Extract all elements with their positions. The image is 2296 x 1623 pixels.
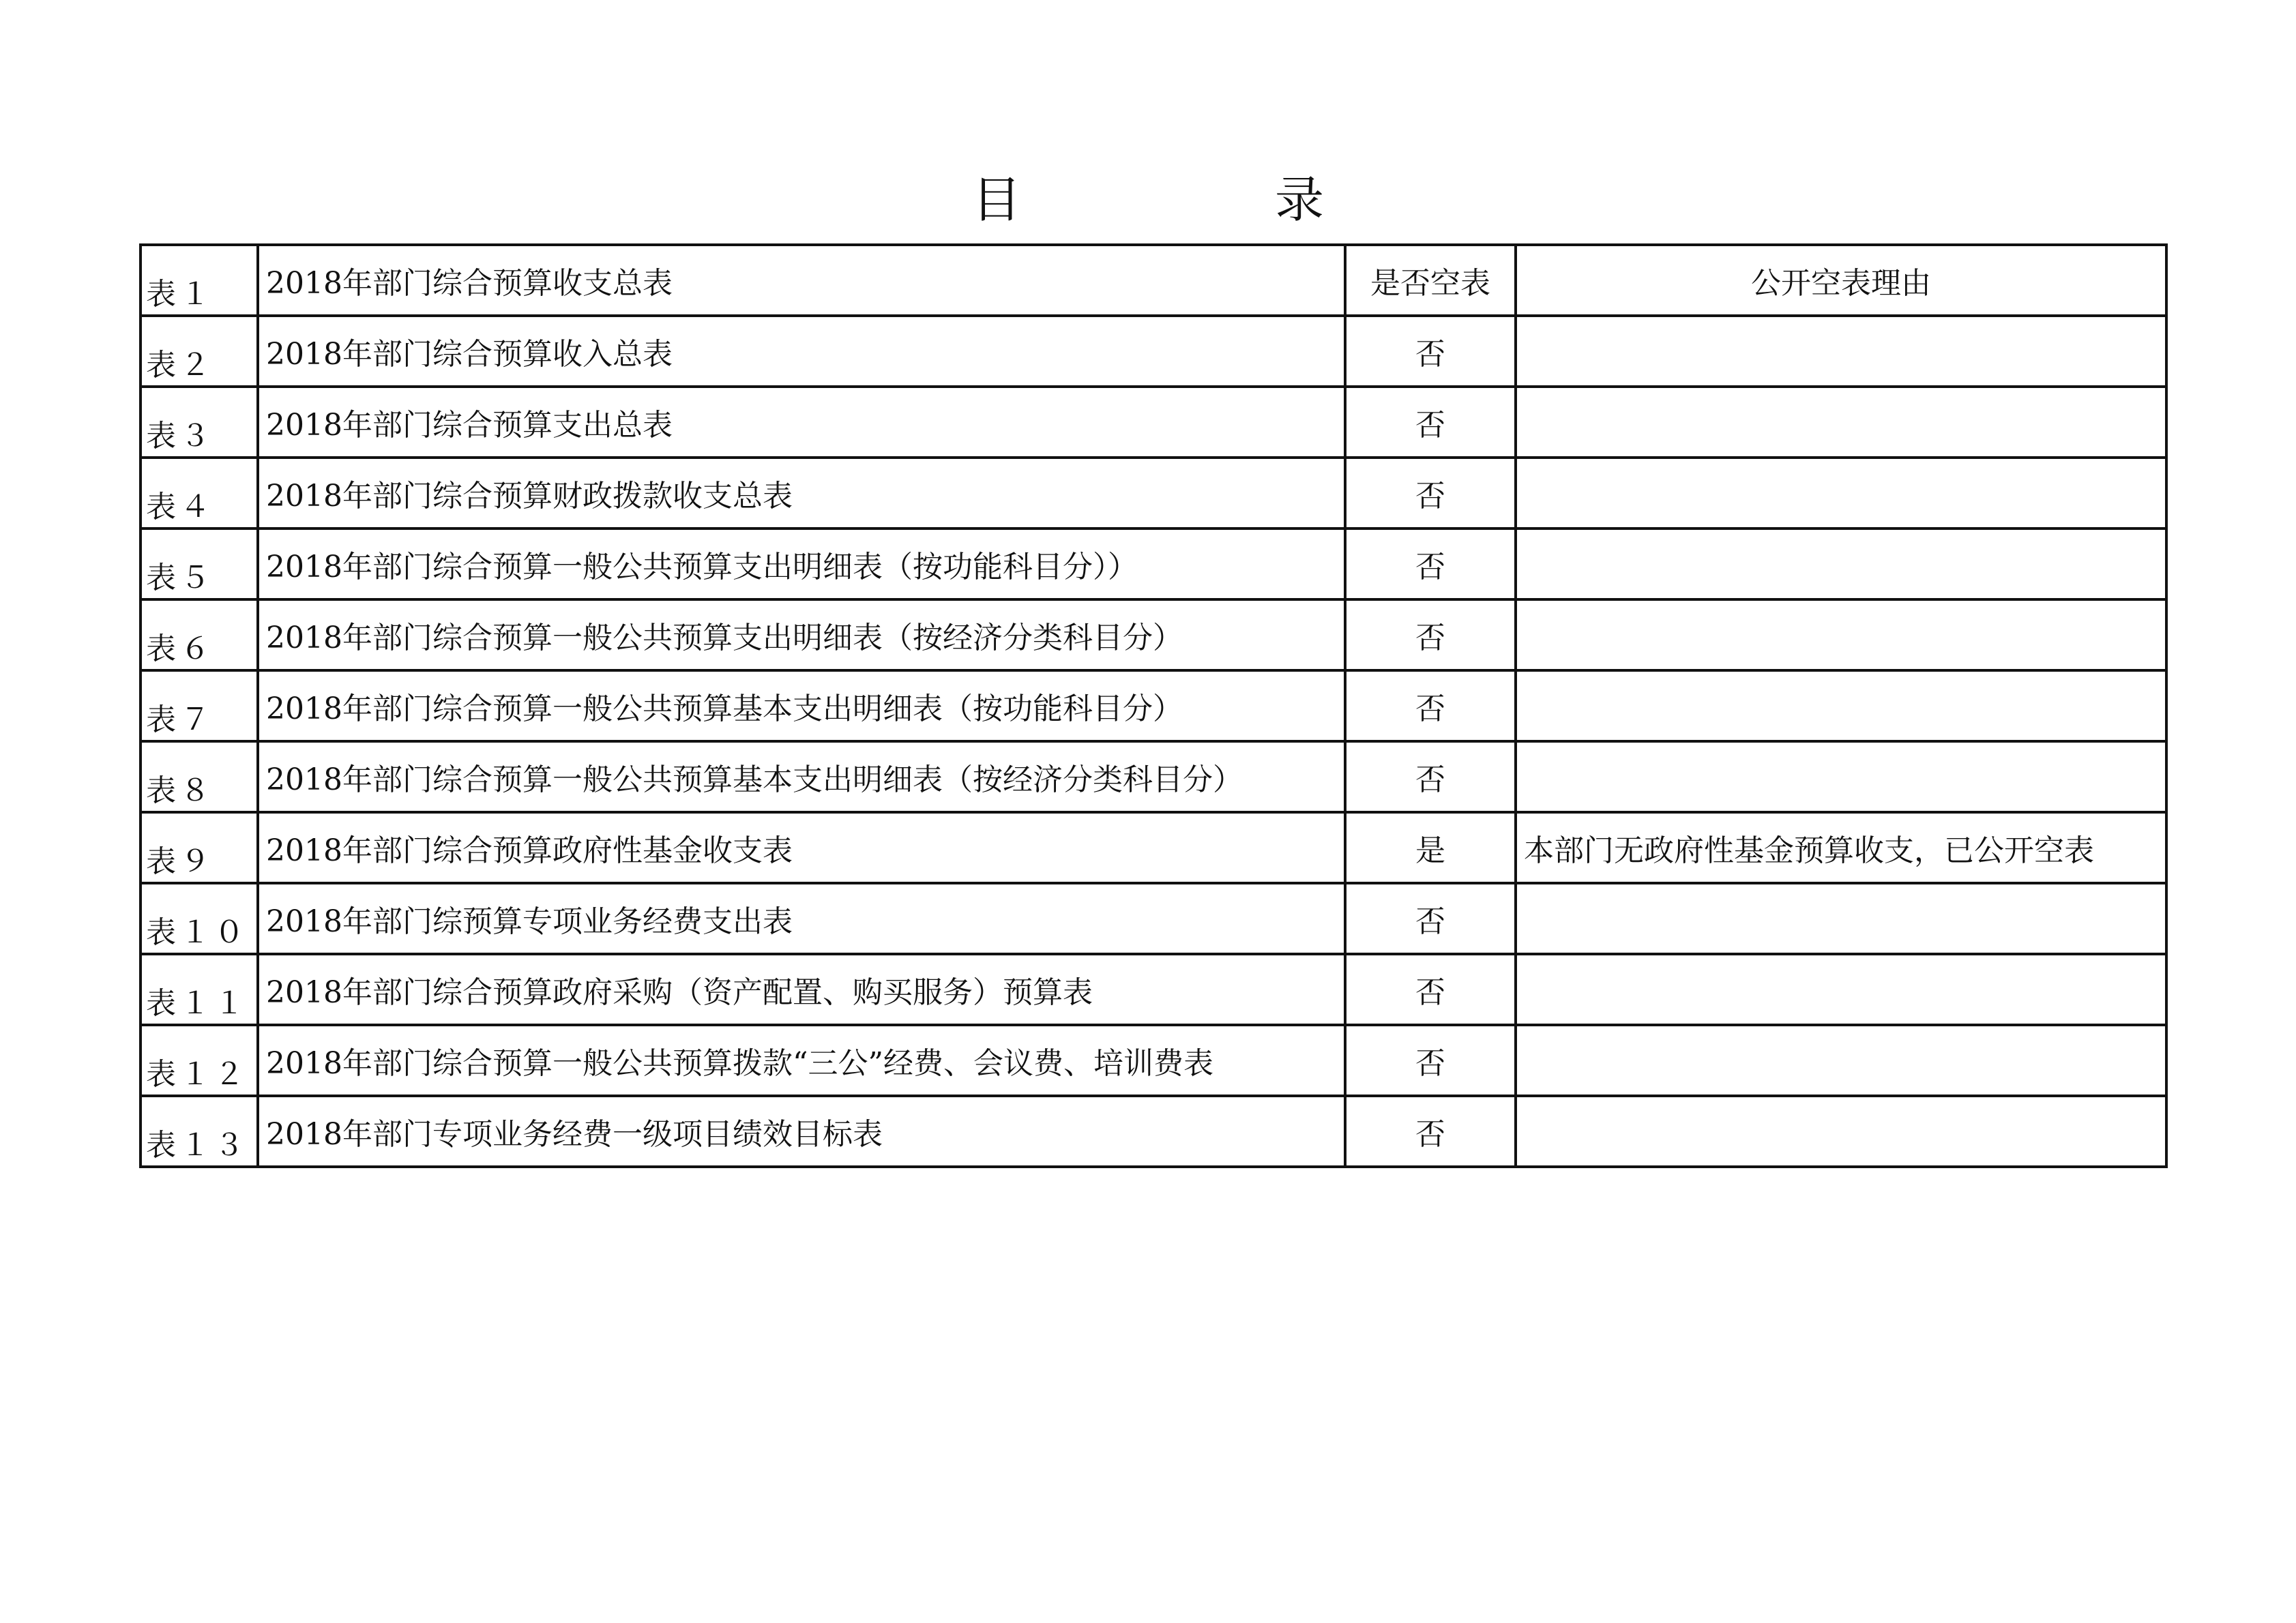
table-number-cell: 表９ xyxy=(141,812,258,883)
table-row xyxy=(141,812,2166,883)
table-number-cell: 表８ xyxy=(141,741,258,812)
is-empty-cell: 否 xyxy=(1345,954,1516,1025)
empty-reason-cell xyxy=(1516,1025,2166,1096)
is-empty-cell: 否 xyxy=(1345,1096,1516,1167)
table-number-cell: 表２ xyxy=(141,316,258,387)
empty-reason-cell: 本部门无政府性基金预算收支，已公开空表 xyxy=(1516,812,2166,883)
is-empty-cell: 否 xyxy=(1345,741,1516,812)
table-number-cell: 表４ xyxy=(141,458,258,528)
table-row xyxy=(141,1025,2166,1096)
table-name-cell: 2018年部门专项业务经费一级项目绩效目标表 xyxy=(258,1096,1345,1167)
table-row xyxy=(141,316,2166,387)
table-number-cell: 表１１ xyxy=(141,954,258,1025)
table-row xyxy=(141,528,2166,599)
empty-reason-cell xyxy=(1516,316,2166,387)
empty-reason-cell xyxy=(1516,458,2166,528)
table-name-cell: 2018年部门综合预算政府性基金收支表 xyxy=(258,812,1345,883)
empty-reason-cell xyxy=(1516,599,2166,670)
table-name-cell: 2018年部门综预算专项业务经费支出表 xyxy=(258,883,1345,954)
is-empty-cell: 否 xyxy=(1345,528,1516,599)
table-row xyxy=(141,458,2166,528)
table-name-cell: 2018年部门综合预算支出总表 xyxy=(258,387,1345,458)
is-empty-cell: 否 xyxy=(1345,883,1516,954)
table-name-cell: 2018年部门综合预算一般公共预算支出明细表（按经济分类科目分） xyxy=(258,599,1345,670)
empty-reason-cell xyxy=(1516,883,2166,954)
empty-reason-cell xyxy=(1516,670,2166,741)
is-empty-cell: 否 xyxy=(1345,599,1516,670)
is-empty-cell: 否 xyxy=(1345,670,1516,741)
table-number-cell: 表１３ xyxy=(141,1096,258,1167)
table-number-cell: 表１ xyxy=(141,245,258,316)
table-number-cell: 表６ xyxy=(141,599,258,670)
catalog-table xyxy=(139,243,2168,1168)
empty-reason-cell xyxy=(1516,528,2166,599)
table-row xyxy=(141,1096,2166,1167)
is-empty-header: 是否空表 xyxy=(1345,245,1516,316)
table-name-cell: 2018年部门综合预算收支总表 xyxy=(258,245,1345,316)
table-number-cell: 表７ xyxy=(141,670,258,741)
table-row xyxy=(141,599,2166,670)
empty-reason-cell xyxy=(1516,741,2166,812)
empty-reason-cell xyxy=(1516,954,2166,1025)
table-name-cell: 2018年部门综合预算一般公共预算拨款“三公”经费、会议费、培训费表 xyxy=(258,1025,1345,1096)
table-name-cell: 2018年部门综合预算一般公共预算基本支出明细表（按功能科目分） xyxy=(258,670,1345,741)
table-row xyxy=(141,387,2166,458)
empty-reason-cell xyxy=(1516,387,2166,458)
table-name-cell: 2018年部门综合预算收入总表 xyxy=(258,316,1345,387)
empty-reason-header: 公开空表理由 xyxy=(1516,245,2166,316)
table-number-cell: 表５ xyxy=(141,528,258,599)
is-empty-cell: 否 xyxy=(1345,387,1516,458)
table-name-cell: 2018年部门综合预算一般公共预算支出明细表（按功能科目分）） xyxy=(258,528,1345,599)
table-name-cell: 2018年部门综合预算财政拨款收支总表 xyxy=(258,458,1345,528)
table-row xyxy=(141,954,2166,1025)
table-number-cell: 表１２ xyxy=(141,1025,258,1096)
table-number-cell: 表３ xyxy=(141,387,258,458)
table-header-row xyxy=(141,245,2166,316)
table-name-cell: 2018年部门综合预算政府采购（资产配置、购买服务）预算表 xyxy=(258,954,1345,1025)
table-number-cell: 表１０ xyxy=(141,883,258,954)
is-empty-cell: 否 xyxy=(1345,1025,1516,1096)
is-empty-cell: 是 xyxy=(1345,812,1516,883)
is-empty-cell: 否 xyxy=(1345,458,1516,528)
page-title: 目 录 xyxy=(971,171,1426,228)
is-empty-cell: 否 xyxy=(1345,316,1516,387)
table-name-cell: 2018年部门综合预算一般公共预算基本支出明细表（按经济分类科目分） xyxy=(258,741,1345,812)
table-row xyxy=(141,670,2166,741)
table-row xyxy=(141,741,2166,812)
empty-reason-cell xyxy=(1516,1096,2166,1167)
table-row xyxy=(141,883,2166,954)
